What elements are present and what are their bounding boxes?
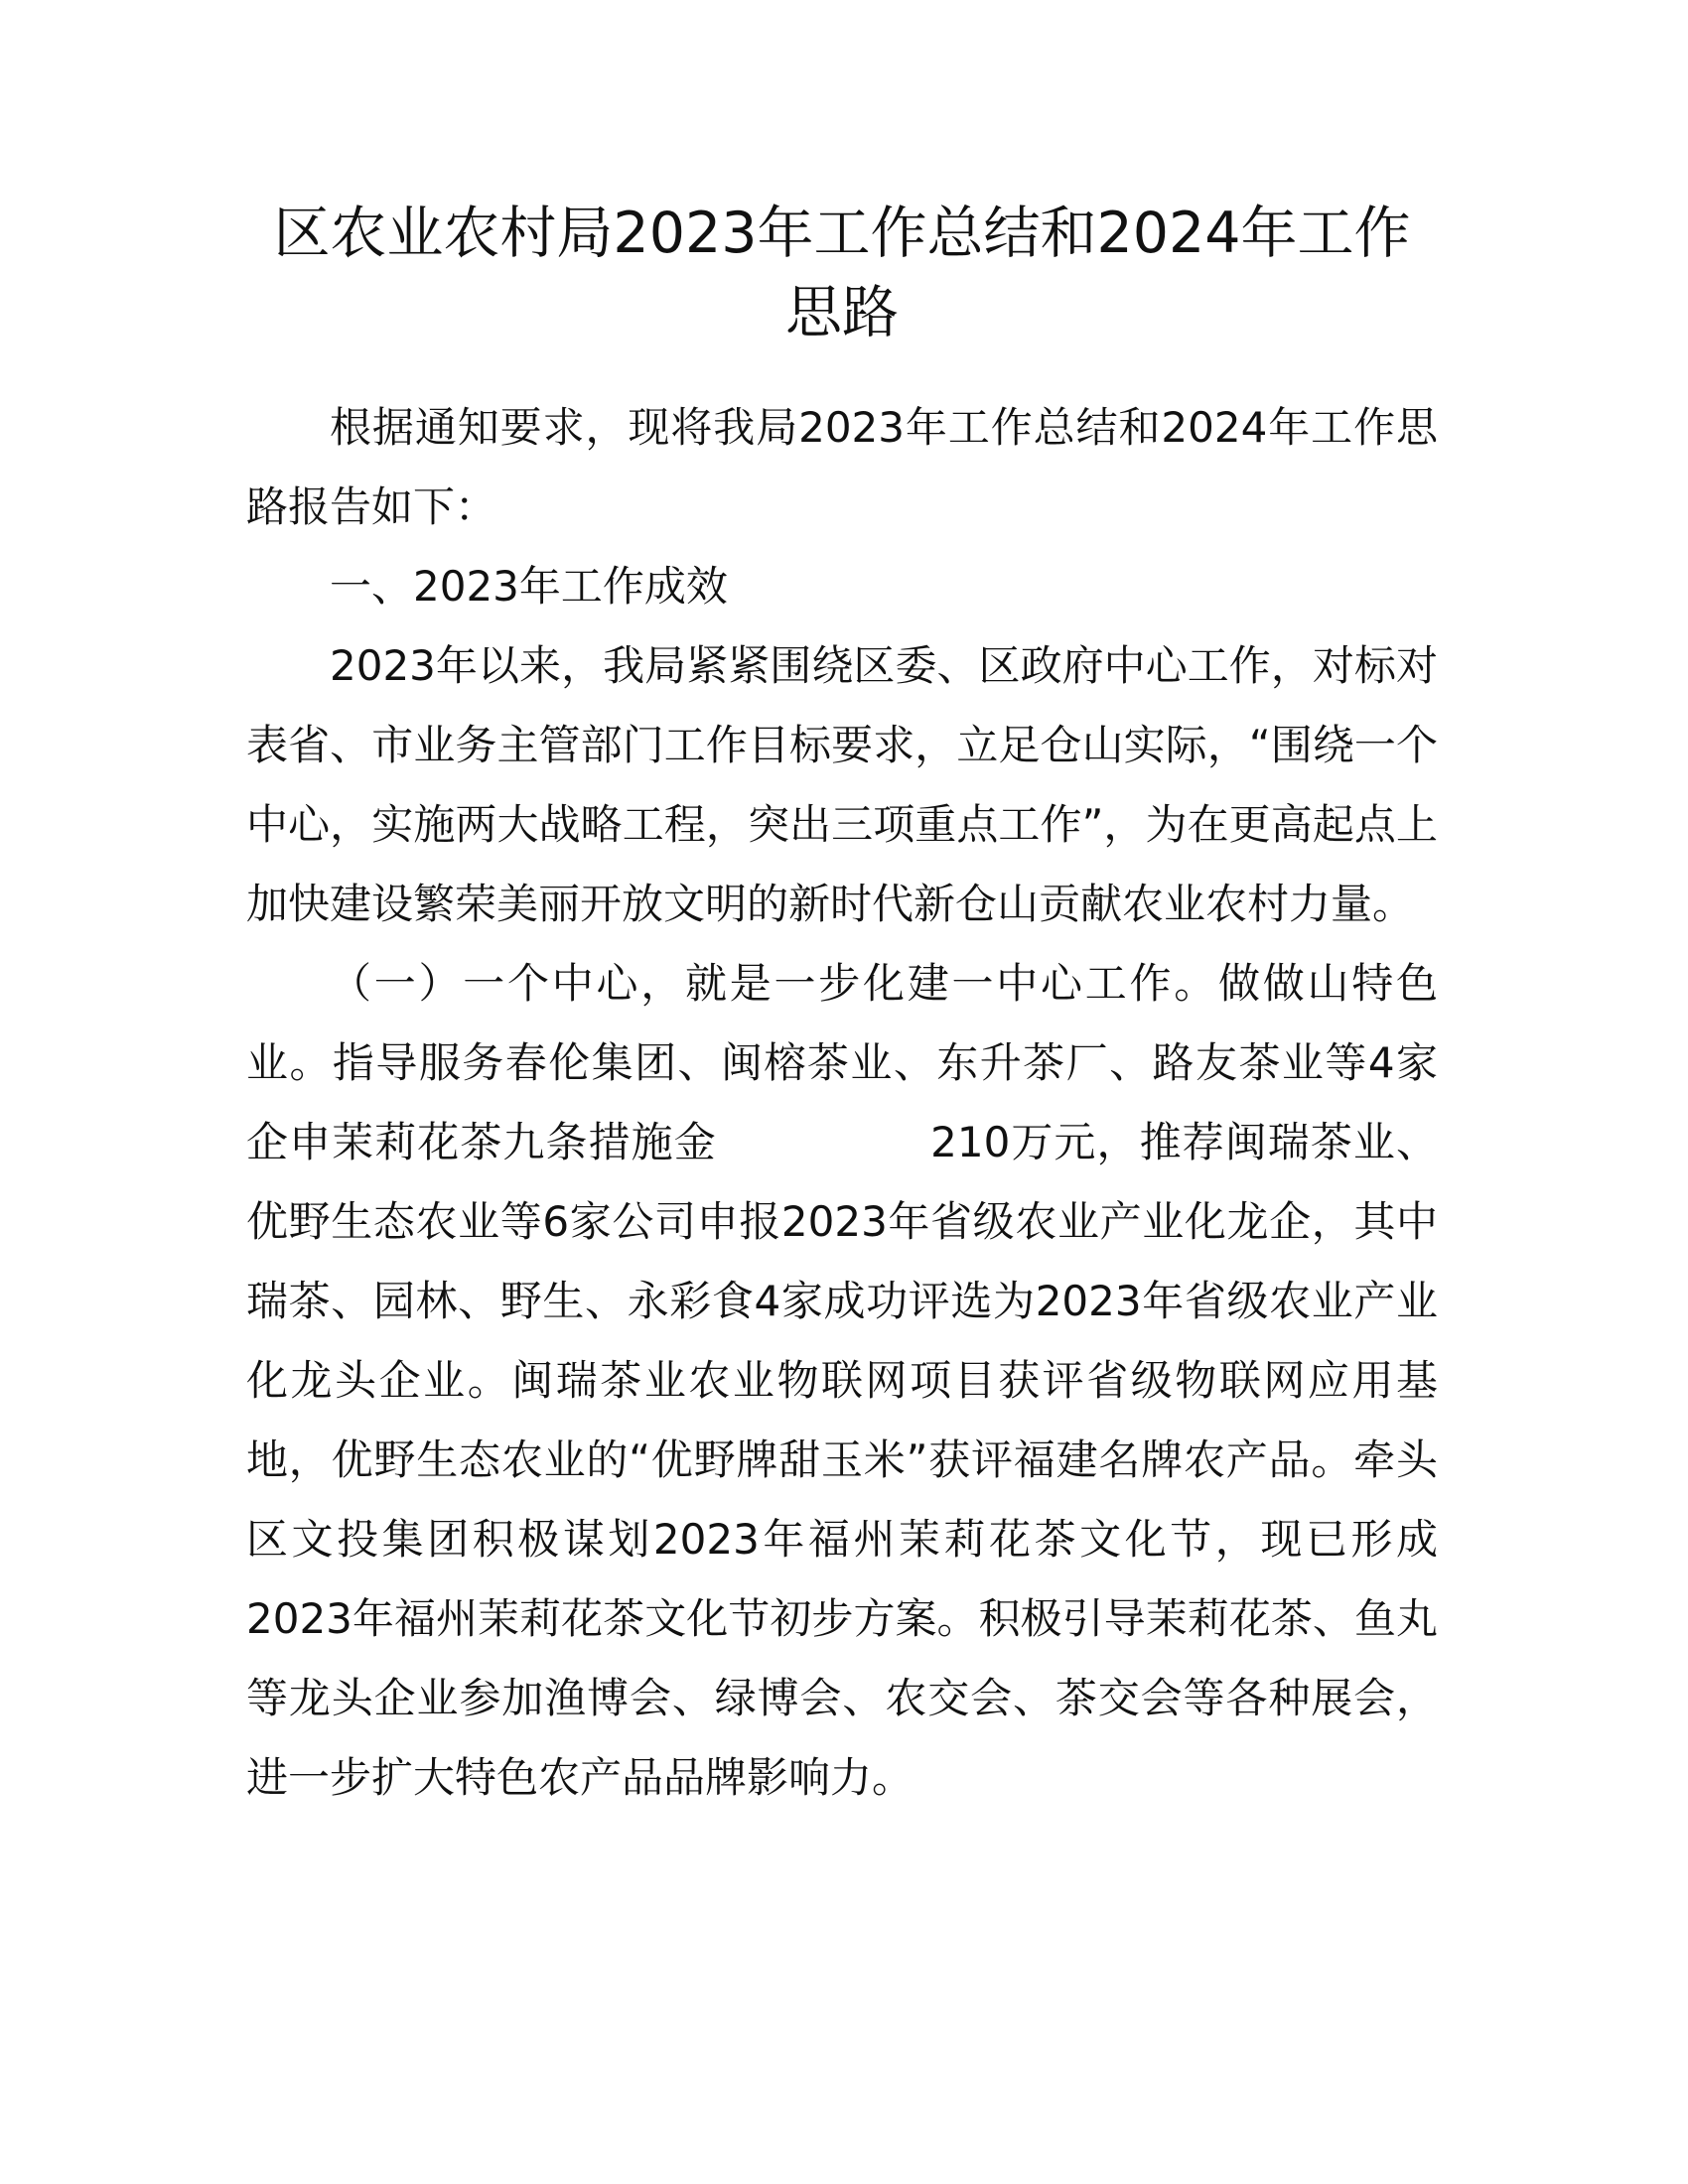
document-title: [246, 194, 1438, 352]
subsection-body-paragraph: （一）一个中心，就是一步化建一中心工作。做做山特色业。指导服务春伦集团、闽榕茶业、东升茶厂、路友茶业等4家企申茉莉花茶九条措施金 210万元，推荐闽瑞茶业、优野生态农业等6家公司申报2023年省级农业产业化龙企，其中瑞茶、园林、野生、永彩食4家成功评选为2023年省级农业产业化龙头企业。闽瑞茶业农业物联网项目获评省级物联网应用基地，优野生态农业的“优野牌甜玉米”获评福建名牌农产品。牵头区文投集团积极谋划2023年福州茉莉花茶文化节，现已形成2023年福州茉莉花茶文化节初步方案。积极引导茉莉花茶、鱼丸等龙头企业参加渔博会、绿博会、农交会、茶交会等各种展会，进一步扩大特色农产品品牌影响力。: [246, 959, 1438, 1802]
section-heading: 一、2023年工作成效: [330, 562, 728, 611]
intro-paragraph: 根据通知要求，现将我局2023年工作总结和2024年工作思路报告如下：: [246, 403, 1438, 531]
document-title-line-2: 思路: [785, 280, 899, 345]
section-body-paragraph: 2023年以来，我局紧紧围绕区委、区政府中心工作，对标对表省、市业务主管部门工作目标要求，立足仓山实际，“围绕一个中心，实施两大战略工程，突出三项重点工作”，为在更高起点上加快建设繁荣美丽开放文明的新时代新仓山贡献农业农村力量。: [246, 641, 1438, 928]
document-page: [246, 194, 1438, 1818]
document-title-line-1: 区农业农村局2023年工作总结和2024年工作: [273, 201, 1411, 266]
